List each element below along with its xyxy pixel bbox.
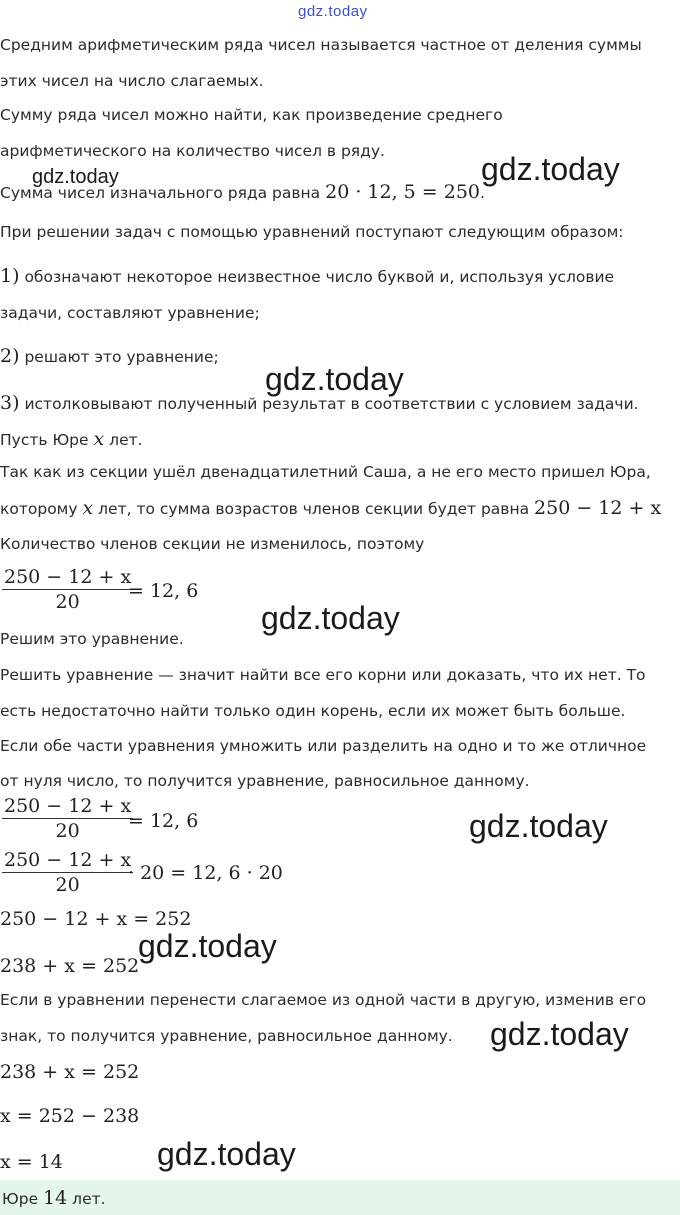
equation-line-c: 238 + x = 252 bbox=[0, 1061, 140, 1083]
watermark: gdz.today bbox=[265, 361, 404, 397]
let-x-text-b: лет. bbox=[109, 431, 143, 449]
answer-text bbox=[2, 1187, 106, 1209]
step-3-number: 3) bbox=[0, 392, 20, 414]
equation-1-rhs: = 12, 6 bbox=[128, 580, 199, 602]
equation-2-rhs: = 12, 6 bbox=[128, 810, 199, 832]
step-3-text: истолковывают полученный результат в соответствии с условием задачи. bbox=[24, 395, 639, 413]
watermark: gdz.today bbox=[261, 600, 400, 636]
answer-box bbox=[0, 1180, 680, 1215]
method-intro: При решении задач с помощью уравнений поступают следующим образом: bbox=[0, 223, 624, 241]
solve-line: Решим это уравнение. bbox=[0, 630, 184, 648]
definition-line-2: этих чисел на число слагаемых. bbox=[0, 72, 264, 90]
step-2-number: 2) bbox=[0, 345, 20, 367]
equation-2-fraction bbox=[2, 795, 133, 842]
watermark: gdz.today bbox=[157, 1136, 296, 1172]
reasoning-line-1: Так как из секции ушёл двенадцатилетний Саша, а не его место пришел Юра, bbox=[0, 463, 651, 481]
watermark: gdz.today bbox=[481, 151, 620, 187]
let-x-line bbox=[0, 428, 143, 450]
watermark: gdz.today bbox=[138, 928, 277, 964]
reasoning-text-b: лет, то сумма возрастов членов секции будет равна bbox=[98, 500, 530, 518]
step-1-text: обозначают некоторое неизвестное число буквой и, используя условие bbox=[24, 268, 615, 286]
watermark-top: gdz.today bbox=[298, 3, 368, 20]
initial-sum-text: Сумма чисел изначального ряда равна bbox=[0, 184, 321, 202]
let-x-variable: x bbox=[93, 428, 105, 450]
reasoning-math: 250 − 12 + x bbox=[534, 497, 662, 519]
equation-line-a: 250 − 12 + x = 252 bbox=[0, 908, 192, 930]
watermark: gdz.today bbox=[32, 166, 119, 188]
answer-value: 14 bbox=[43, 1187, 68, 1209]
watermark: gdz.today bbox=[469, 808, 608, 844]
multiply-rule-line-2: от нуля число, то получится уравнение, равносильное данному. bbox=[0, 772, 530, 790]
multiply-rule-line-1: Если обе части уравнения умножить или разделить на одно и то же отличное bbox=[0, 737, 647, 755]
equation-1-fraction bbox=[2, 566, 133, 613]
equation-3-fraction bbox=[2, 849, 133, 896]
watermark: gdz.today bbox=[490, 1016, 629, 1052]
equation-line-e: x = 14 bbox=[0, 1151, 63, 1173]
step-2-text: решают это уравнение; bbox=[24, 348, 219, 366]
let-x-text-a: Пусть Юре bbox=[0, 431, 89, 449]
members-unchanged-line: Количество членов секции не изменилось, поэтому bbox=[0, 535, 425, 553]
sum-rule-line-1: Сумму ряда чисел можно найти, как произведение среднего bbox=[0, 106, 503, 124]
equation-1-denominator: 20 bbox=[55, 591, 80, 613]
equation-line-b: 238 + x = 252 bbox=[0, 955, 140, 977]
definition-line-1: Средним арифметическим ряда чисел называется частное от деления суммы bbox=[0, 36, 642, 54]
step-2 bbox=[0, 345, 219, 367]
equation-3-rhs: · 20 = 12, 6 · 20 bbox=[128, 862, 283, 884]
definition-solve-line-1: Решить уравнение — значит найти все его корни или доказать, что их нет. То bbox=[0, 666, 646, 684]
sum-rule-line-2: арифметического на количество чисел в ряду. bbox=[0, 142, 385, 160]
equation-2-denominator: 20 bbox=[55, 820, 80, 842]
initial-sum-math: 20 · 12, 5 = 250 bbox=[325, 181, 481, 203]
equation-3-numerator: 250 − 12 + x bbox=[4, 849, 132, 871]
reasoning-variable: x bbox=[82, 497, 94, 519]
equation-3-denominator: 20 bbox=[55, 874, 80, 896]
transfer-rule-line-1: Если в уравнении перенести слагаемое из одной части в другую, изменив его bbox=[0, 991, 647, 1009]
step-1-line-1 bbox=[0, 265, 614, 287]
answer-text-b: лет. bbox=[72, 1190, 106, 1208]
step-1-number: 1) bbox=[0, 265, 20, 287]
equation-1-numerator: 250 − 12 + x bbox=[4, 566, 132, 588]
reasoning-line-2 bbox=[0, 497, 661, 519]
definition-solve-line-2: есть недостаточно найти только один корень, если их может быть больше. bbox=[0, 702, 626, 720]
equation-2-numerator: 250 − 12 + x bbox=[4, 795, 132, 817]
transfer-rule-line-2: знак, то получится уравнение, равносильное данному. bbox=[0, 1027, 453, 1045]
equation-line-d: x = 252 − 238 bbox=[0, 1105, 140, 1127]
initial-sum-period: . bbox=[480, 184, 485, 202]
step-1-line-2: задачи, составляют уравнение; bbox=[0, 304, 260, 322]
reasoning-text-a: которому bbox=[0, 500, 78, 518]
answer-text-a: Юре bbox=[2, 1190, 39, 1208]
